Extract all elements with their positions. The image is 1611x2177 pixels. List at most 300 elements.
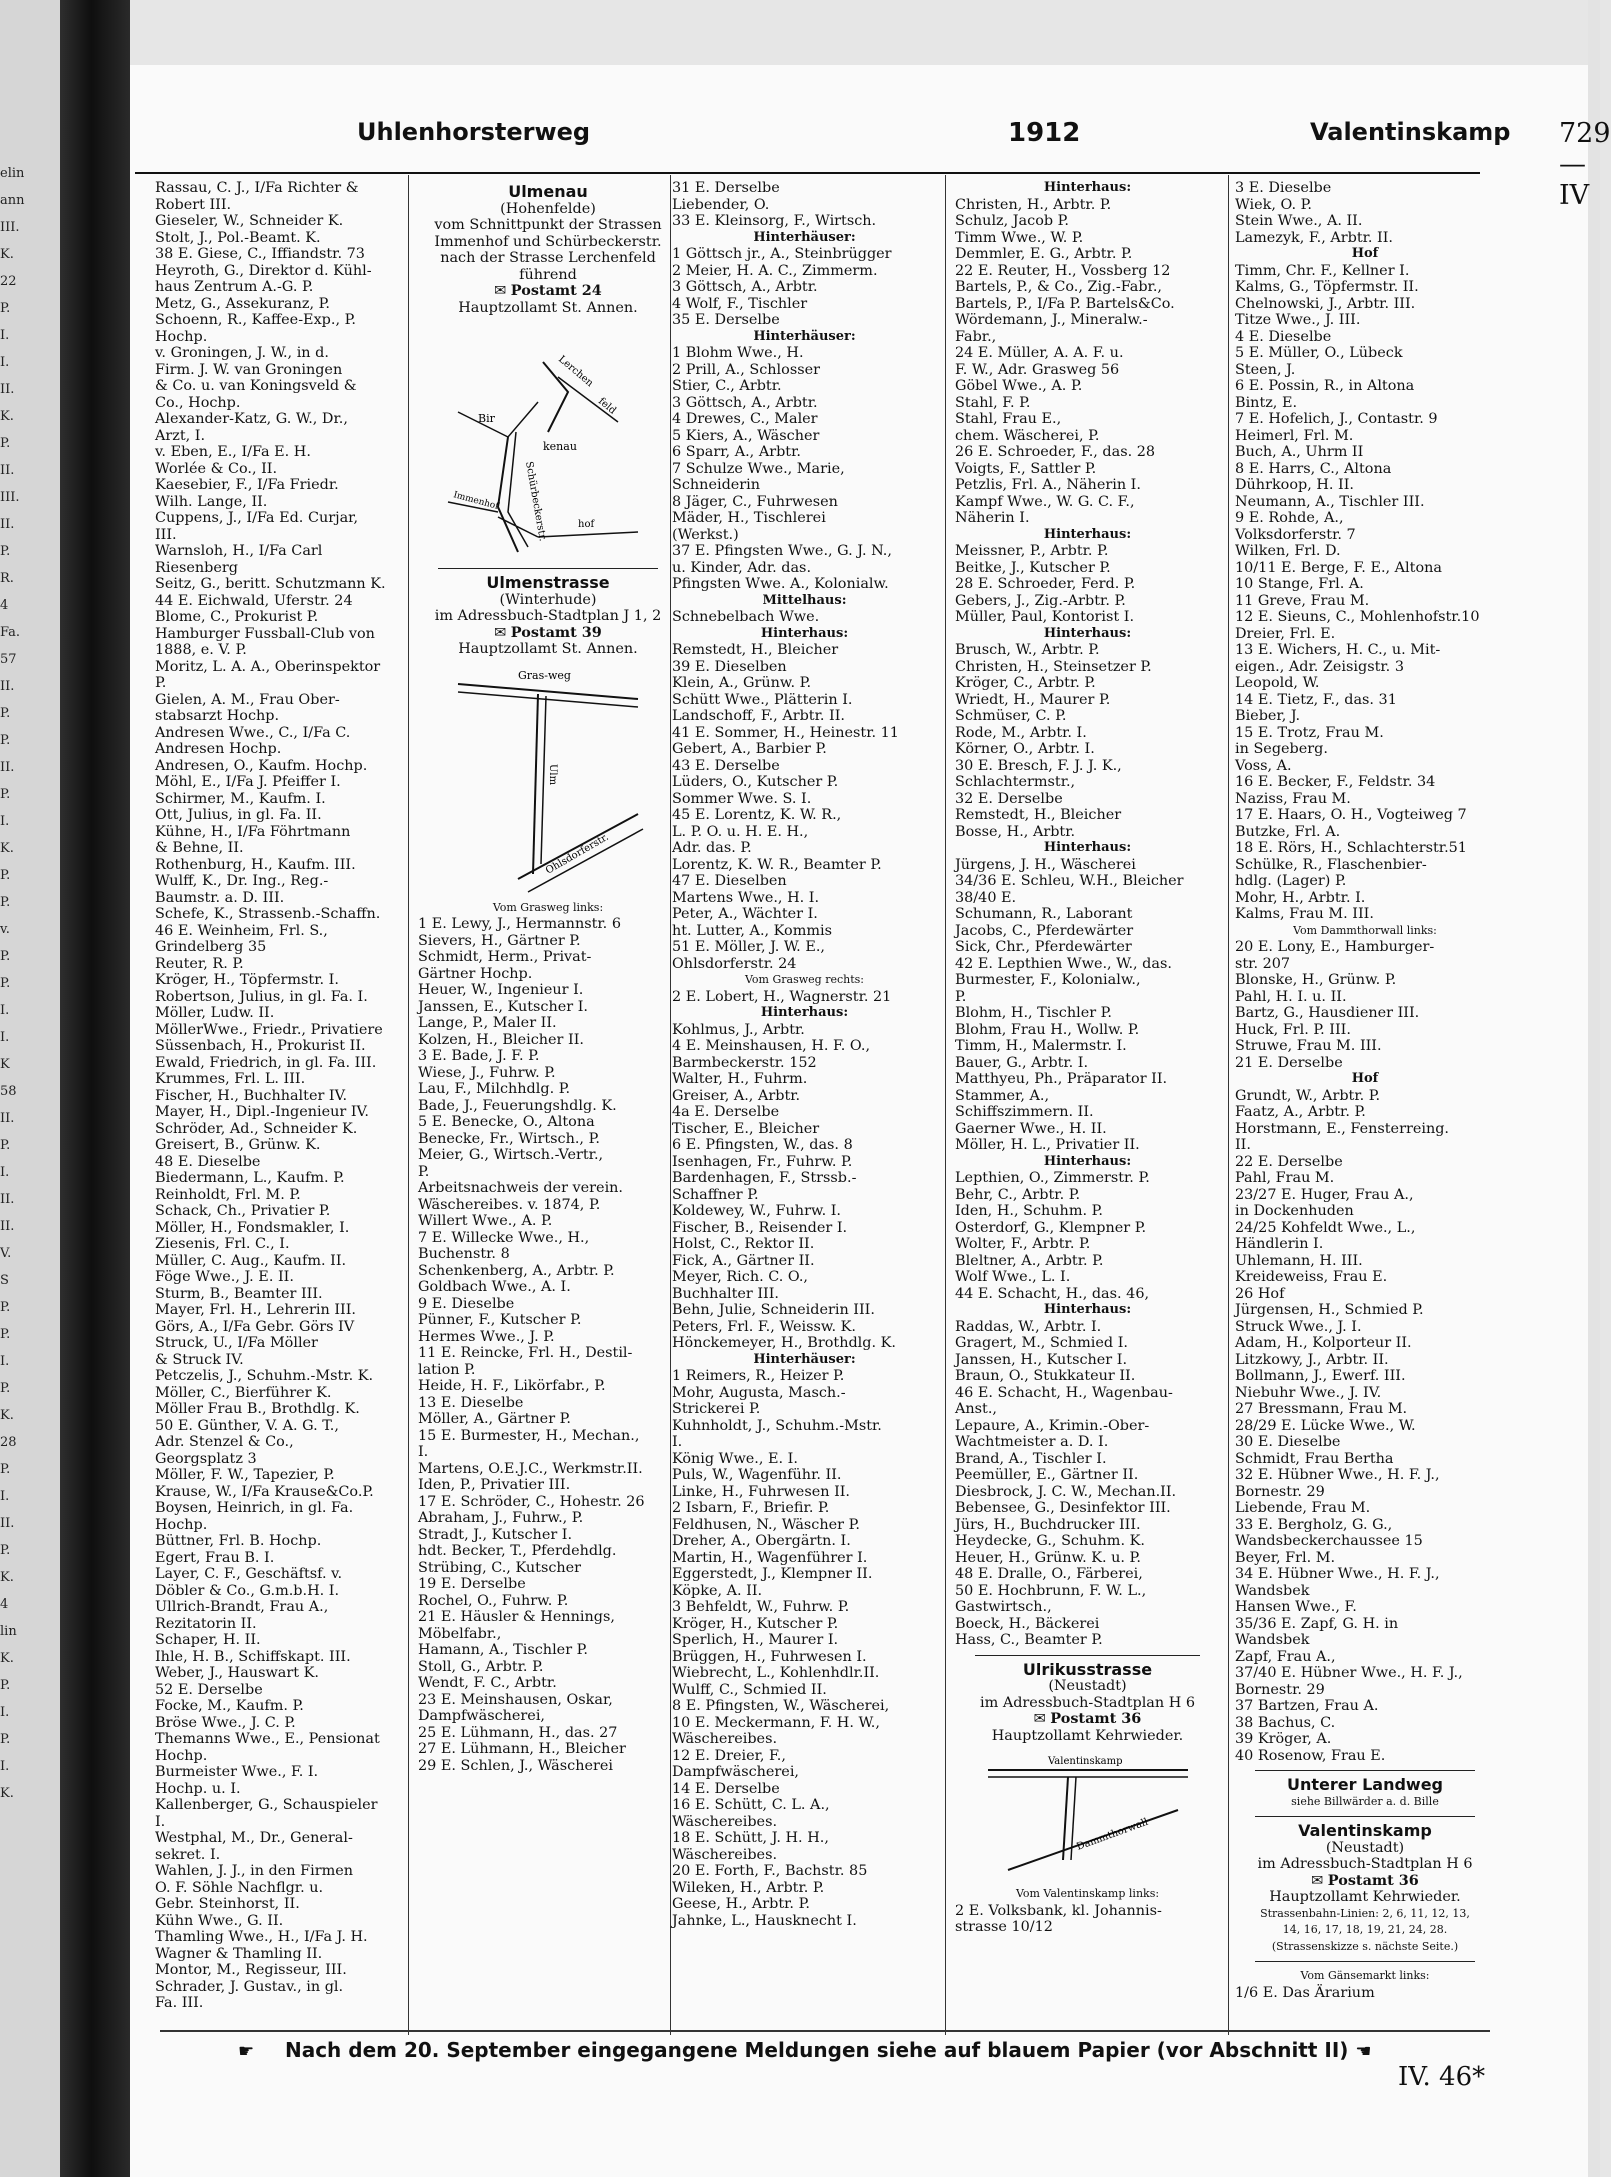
- entry: Bartels, P., & Co., Zig.-Fabr.,: [955, 279, 1162, 295]
- entry: II.: [0, 760, 15, 775]
- entry: Heuer, W., Ingenieur I.: [418, 982, 584, 998]
- entry: Möbelfabr.,: [418, 1625, 502, 1642]
- entry: P.: [0, 976, 11, 991]
- entry: Heyroth, G., Direktor d. Kühl-: [155, 262, 372, 279]
- entry: Gielen, A. M., Frau Ober-: [155, 691, 340, 708]
- map-label: Dammthorwall: [1074, 1816, 1150, 1853]
- entry: 23/27 E. Huger, Frau A.,: [1235, 1186, 1414, 1203]
- entry: Huck, Frl. P. III.: [1235, 1021, 1351, 1038]
- entry: I.: [0, 1354, 10, 1369]
- envelope-icon: ✉: [494, 283, 507, 299]
- entry: Möller, A., Gärtner P.: [418, 1411, 571, 1427]
- postamt: ✉ Postamt 24: [494, 282, 602, 299]
- entry: Wäschereibes.: [672, 1813, 778, 1830]
- entry: I.: [0, 1489, 10, 1504]
- entry: 46 E. Weinheim, Frl. S.,: [155, 922, 328, 939]
- pointing-hand-icon: ☛: [238, 2041, 255, 2062]
- zollamt: Hauptzollamt St. Annen.: [458, 641, 638, 657]
- entry: Osterdorf, G., Klempner P.: [955, 1219, 1147, 1236]
- entry: Wördemann, J., Mineralw.-: [955, 312, 1148, 328]
- entry: 8 Jäger, C., Fuhrwesen: [672, 493, 838, 510]
- entry: Alexander-Katz, G. W., Dr.,: [155, 411, 348, 427]
- entry: 4: [0, 1597, 9, 1612]
- entry: Wriedt, H., Maurer P.: [955, 691, 1111, 708]
- entry: Bornestr. 29: [1235, 1483, 1325, 1500]
- entry: Stradt, J., Kutscher I.: [418, 1526, 573, 1543]
- entry: Kuhnholdt, J., Schuhm.-Mstr.: [672, 1417, 882, 1434]
- entry: Kröger, C., Arbtr. P.: [955, 675, 1096, 691]
- entry: P.: [0, 1381, 11, 1396]
- entry: Lamezyk, F., Arbtr. II.: [1235, 229, 1393, 246]
- entry: 30 E. Bresch, F. J. J. K.,: [955, 757, 1122, 774]
- entry: Dreher, A., Obergärtn. I.: [672, 1533, 851, 1549]
- entry: Ihle, H. B., Schiffskapt. III.: [155, 1648, 351, 1665]
- entry: Pünner, F., Kutscher P.: [418, 1312, 582, 1328]
- entry: Hamburger Fussball-Club von: [155, 625, 375, 642]
- entry: II.: [0, 1219, 15, 1234]
- map-label: Bir: [478, 412, 495, 425]
- entry: Lepaure, A., Krimin.-Ober-: [955, 1417, 1150, 1434]
- entry: Peters, Frl. F., Weissw. K.: [672, 1318, 856, 1335]
- entry: 40 Rosenow, Frau E.: [1235, 1747, 1386, 1764]
- column-1-entries: [155, 180, 405, 2040]
- entry: 14 E. Tietz, F., das. 31: [1235, 691, 1397, 708]
- entry: Schumann, R., Laborant: [955, 906, 1133, 922]
- street-title-ulmenstrasse: Ulmenstrasse: [486, 573, 610, 592]
- direction-note: Vom Valentinskamp links:: [1015, 1887, 1160, 1900]
- entry: 2 E. Volksbank, kl. Johannis-: [955, 1902, 1162, 1919]
- entry: Mayer, H., Dipl.-Ingenieur IV.: [155, 1104, 369, 1120]
- entry: Wulff, K., Dr. Ing., Reg.-: [155, 873, 329, 889]
- entry: 25 E. Lühmann, H., das. 27: [418, 1724, 618, 1741]
- entry: Beyer, Frl. M.: [1235, 1549, 1336, 1566]
- map-label: Valentinskamp: [1047, 1756, 1123, 1767]
- entry: 2 Isbarn, F., Briefir. P.: [672, 1500, 830, 1516]
- entry: Schmüser, C. P.: [955, 708, 1067, 724]
- entry: Schack, Ch., Privatier P.: [155, 1203, 331, 1219]
- entry: Schülke, R., Flaschenbier-: [1235, 856, 1427, 873]
- district: (Neustadt): [1048, 1678, 1127, 1694]
- street-desc: im Adressbuch-Stadtplan J 1, 2: [434, 608, 662, 624]
- entry: 10 E. Meckermann, F. H. W.,: [672, 1714, 880, 1731]
- entry: Greiser, A., Arbtr.: [672, 1087, 801, 1104]
- entry: 20 E. Lony, E., Hamburger-: [1235, 939, 1435, 955]
- entry: 48 E. Dieselbe: [155, 1153, 261, 1170]
- entry: Süssenbach, H., Prokurist II.: [155, 1038, 366, 1054]
- entry: König Wwe., E. I.: [672, 1450, 798, 1467]
- entry: P.: [0, 949, 11, 964]
- entry: Kühne, H., I/Fa Föhrtmann: [155, 823, 351, 840]
- entry: Robertson, Julius, in gl. Fa. I.: [155, 988, 368, 1005]
- entry: 6 E. Pfingsten, W., das. 8: [672, 1137, 853, 1153]
- entry: S: [0, 1273, 9, 1288]
- entry: 32 E. Hübner Wwe., H. F. J.,: [1235, 1467, 1440, 1483]
- entry: Göbel Wwe., A. P.: [955, 378, 1083, 394]
- entry: 28: [0, 1435, 17, 1450]
- entry: Hof: [1351, 1071, 1379, 1086]
- entry: Seitz, G., beritt. Schutzmann K.: [155, 576, 386, 592]
- entry: 8 E. Harrs, C., Altona: [1235, 460, 1392, 477]
- entry: 4: [0, 598, 9, 613]
- entry: Mohr, Augusta, Masch.-: [672, 1384, 846, 1401]
- entry: Wilh. Lange, II.: [155, 493, 268, 510]
- column-4: [955, 180, 1220, 2040]
- entry: Bauer, G., Arbtr. I.: [955, 1054, 1089, 1071]
- entry: Schefe, K., Strassenb.-Schaffn.: [155, 906, 381, 922]
- entry: Ohlsdorferstr. 24: [672, 955, 797, 972]
- entry: Arbeitsnachweis der verein.: [418, 1180, 624, 1196]
- page-sheet-number: IV. 46*: [1398, 2062, 1486, 2092]
- entry: P.: [0, 1543, 11, 1558]
- column-rule: [1228, 175, 1229, 2035]
- entry: Bintz, E.: [1235, 394, 1298, 411]
- entry: 2 Prill, A., Schlosser: [672, 361, 820, 378]
- entry: K.: [0, 1651, 14, 1666]
- entry: Petzlis, Frl. A., Näherin I.: [955, 477, 1141, 493]
- entry: Schulz, Jacob P.: [955, 213, 1069, 229]
- entry: Kohlmus, J., Arbtr.: [672, 1021, 805, 1038]
- entry: 38 E. Giese, C., Iffiandstr. 73: [155, 246, 365, 262]
- entry: K: [0, 1057, 10, 1072]
- entry: Volksdorferstr. 7: [1235, 526, 1356, 543]
- street-desc: im Adressbuch-Stadtplan H 6: [1257, 1856, 1473, 1872]
- entry: Fick, A., Gärtner II.: [672, 1252, 815, 1269]
- entry: Mittelhaus:: [762, 592, 847, 608]
- entry: Föge Wwe., J. E. II.: [155, 1269, 294, 1285]
- entry: Iden, P., Privatier III.: [418, 1477, 571, 1493]
- envelope-icon: ✉: [1311, 1872, 1324, 1889]
- entry: Schröder, Ad., Schneider K.: [155, 1120, 358, 1137]
- entry: P.: [955, 988, 967, 1005]
- street-desc: vom Schnittpunkt der Strassen: [434, 217, 662, 233]
- entry: I.: [0, 355, 10, 370]
- entry: Möller, H., Fondsmakler, I.: [155, 1219, 350, 1236]
- entry: 4a E. Derselbe: [672, 1104, 780, 1120]
- entry: 4 Wolf, F., Tischler: [672, 295, 808, 312]
- entry: Behr, C., Arbtr. P.: [955, 1186, 1081, 1203]
- entry: Blonske, H., Grünw. P.: [1235, 972, 1397, 988]
- entry: Lau, F., Milchhdlg. P.: [418, 1081, 571, 1097]
- entry: Stein Wwe., A. II.: [1235, 213, 1363, 229]
- entry: Hinterhaus:: [760, 625, 849, 641]
- entry: 26 E. Schroeder, F., das. 28: [955, 444, 1156, 460]
- entry: Isenhagen, Fr., Fuhrw. P.: [672, 1153, 853, 1170]
- entry: Reinholdt, Frl. M. P.: [155, 1186, 301, 1203]
- entry: 47 E. Dieselben: [672, 873, 787, 889]
- entry: Themanns Wwe., E., Pensionat: [155, 1731, 380, 1747]
- entry: Hansen Wwe., F.: [1235, 1599, 1357, 1615]
- entry: sekret. I.: [155, 1846, 221, 1863]
- tram-note: (Strassenskizze s. nächste Seite.): [1271, 1939, 1459, 1953]
- column-rule: [945, 175, 946, 2035]
- entry: Wagner & Thamling II.: [155, 1945, 323, 1962]
- street-map-ulmenstrasse: [438, 664, 658, 894]
- entry: 6 E. Possin, R., in Altona: [1235, 378, 1415, 394]
- entry: Pfingsten Wwe. A., Kolonialw.: [672, 576, 889, 592]
- entry: 51 E. Möller, J. W. E.,: [672, 939, 825, 955]
- entry: 58: [0, 1084, 17, 1099]
- map-label: kenau: [543, 440, 577, 453]
- pointing-hand-icon: ☚: [1355, 2041, 1372, 2062]
- entry: Voss, A.: [1235, 757, 1292, 774]
- entry: Gaerner Wwe., H. II.: [955, 1120, 1107, 1137]
- entry: K.: [0, 1786, 14, 1801]
- entry: Matthyeu, Ph., Präparator II.: [955, 1071, 1168, 1087]
- entry: 4 Drewes, C., Maler: [672, 411, 818, 427]
- entry: Weber, J., Hauswart K.: [155, 1665, 319, 1681]
- entry: Liebender, O.: [672, 196, 770, 213]
- entry: Wandsbek: [1235, 1632, 1310, 1648]
- entry: Mayer, Frl. H., Lehrerin III.: [155, 1302, 356, 1318]
- entry: Dührkoop, H. II.: [1235, 477, 1355, 493]
- entry: 5 E. Müller, O., Lübeck: [1235, 345, 1403, 361]
- entry: Christen, H., Steinsetzer P.: [955, 658, 1152, 675]
- entry: Kröger, H., Töpfermstr. I.: [155, 972, 339, 988]
- entry: Strübing, C., Kutscher: [418, 1559, 582, 1576]
- entry: Martin, H., Wagenführer I.: [672, 1549, 868, 1566]
- entry: Fischer, B., Reisender I.: [672, 1219, 848, 1236]
- entry: Bosse, H., Arbtr.: [955, 823, 1076, 840]
- entry: Rothenburg, H., Kaufm. III.: [155, 856, 356, 873]
- entry: Dreier, Frl. E.: [1235, 625, 1336, 642]
- entry: Wiese, J., Fuhrw. P.: [418, 1064, 556, 1081]
- entry: Möller, C., Bierführer K.: [155, 1384, 332, 1401]
- entry: 35/36 E. Zapf, G. H. in: [1235, 1615, 1399, 1632]
- left-page-fragment: [0, 0, 60, 2177]
- entry: Georgsplatz 3: [155, 1450, 257, 1467]
- entry: 46 E. Schacht, H., Wagenbau-: [955, 1384, 1173, 1401]
- entry: Geese, H., Arbtr. P.: [672, 1896, 810, 1912]
- entry: ann: [0, 193, 25, 208]
- entry: I.: [0, 1030, 10, 1045]
- separator: [1255, 1770, 1475, 1771]
- entry: Schmidt, Herm., Privat-: [418, 949, 592, 965]
- entry: 21 E. Derselbe: [1235, 1054, 1343, 1071]
- map-label: Lerchen: [556, 353, 596, 390]
- entry: Meier, G., Wirtsch.-Vertr.,: [418, 1147, 604, 1163]
- entry: 13 E. Dieselbe: [418, 1394, 524, 1411]
- entry: K.: [0, 1408, 14, 1423]
- entry: Stoll, G., Arbtr. P.: [418, 1658, 544, 1675]
- entry: Vom Dammthorwall links:: [1293, 923, 1437, 937]
- entry: Rassau, C. J., I/Fa Richter &: [155, 180, 359, 196]
- entry: Adam, H., Kolporteur II.: [1235, 1335, 1412, 1351]
- entry: Struwe, Frau M. III.: [1235, 1038, 1382, 1054]
- entry: Ott, Julius, in gl. Fa. II.: [155, 807, 322, 823]
- entry: Lorentz, K. W. R., Beamter P.: [672, 856, 882, 873]
- entry: Görs, A., I/Fa Gebr. Görs IV: [155, 1318, 355, 1335]
- entry: Kreideweiss, Frau E.: [1235, 1269, 1388, 1285]
- entry: Schneiderin: [672, 477, 761, 493]
- entry: v. Eben, E., I/Fa E. H.: [155, 444, 311, 460]
- entry: v. Groningen, J. W., in d.: [155, 345, 329, 361]
- header-left-street: Uhlenhorsterweg: [357, 118, 591, 146]
- entry: 21 E. Häusler & Hennings,: [418, 1609, 615, 1625]
- entry: Möller, F. W., Tapezier, P.: [155, 1467, 335, 1483]
- entry: III.: [155, 526, 177, 543]
- entry: 7 E. Hofelich, J., Contastr. 9: [1235, 411, 1438, 427]
- entry: II.: [0, 463, 15, 478]
- entry: 3 Göttsch, A., Arbtr.: [672, 394, 818, 411]
- entry: Schütt Wwe., Plätterin I.: [672, 691, 853, 708]
- street-desc: nach der Strasse Lerchenfeld: [440, 250, 656, 266]
- entry: Blohm, H., Tischler P.: [955, 1005, 1113, 1021]
- entry: Focke, M., Kaufm. P.: [155, 1698, 304, 1714]
- entry: Möller Frau B., Brothdlg. K.: [155, 1401, 360, 1417]
- entry: Butzke, Frl. A.: [1235, 823, 1341, 840]
- entry: eigen., Adr. Zeisigstr. 3: [1235, 658, 1404, 675]
- entry: 29 E. Schlen, J., Wäscherei: [418, 1757, 613, 1774]
- entry: Wachtmeister a. D. I.: [955, 1434, 1109, 1450]
- entry: Ewald, Friedrich, in gl. Fa. III.: [155, 1054, 377, 1071]
- entry: 12 E. Dreier, F.,: [672, 1747, 786, 1764]
- entry: Grundt, W., Arbtr. P.: [1235, 1087, 1381, 1104]
- entry: hdlg. (Lager) P.: [1235, 873, 1347, 889]
- entry: Buchenstr. 8: [418, 1246, 510, 1262]
- entry: Peter, A., Wächter I.: [672, 906, 818, 922]
- entry: Horstmann, E., Fensterreing.: [1235, 1120, 1449, 1137]
- entry: Braun, O., Stukkateur II.: [955, 1368, 1136, 1384]
- footer-rule: [160, 2030, 1490, 2032]
- entry: II.: [0, 1192, 15, 1207]
- entry: Hermes Wwe., J. P.: [418, 1328, 555, 1345]
- entry: 16 E. Becker, F., Feldstr. 34: [1235, 774, 1436, 790]
- tram-lines: 14, 16, 17, 18, 19, 21, 24, 28.: [1282, 1923, 1448, 1936]
- entry: Wäschereibes. v. 1874, P.: [418, 1196, 601, 1213]
- entry: Jürs, H., Buchdrucker III.: [955, 1516, 1141, 1533]
- entry: 3 E. Dieselbe: [1235, 180, 1332, 196]
- envelope-icon: ✉: [494, 624, 507, 641]
- entry: Jürgens, J. H., Wäscherei: [955, 856, 1136, 873]
- entry: Koldewey, W., Fuhrw. I.: [672, 1203, 841, 1219]
- entry: P.: [0, 733, 11, 748]
- entry: Boysen, Heinrich, in gl. Fa.: [155, 1500, 354, 1516]
- entry: P.: [0, 544, 11, 559]
- entry: Wäschereibes.: [672, 1846, 778, 1863]
- entry: I.: [0, 1759, 10, 1774]
- entry: 17 E. Schröder, C., Hohestr. 26: [418, 1493, 645, 1510]
- entry: Strickerei P.: [672, 1401, 761, 1417]
- entry: Litzkowy, J., Arbtr. II.: [1235, 1351, 1389, 1368]
- entry: Hinterhaus:: [1043, 625, 1132, 641]
- entry: Heuer, H., Grünw. K. u. P.: [955, 1549, 1141, 1566]
- entry: Puls, W., Wagenführ. II.: [672, 1467, 842, 1483]
- entry: Fa.: [0, 625, 21, 640]
- map-label: Gras-weg: [518, 668, 571, 682]
- entry: 43 E. Derselbe: [672, 757, 780, 774]
- entry: Hinterhäuser:: [753, 229, 856, 245]
- entry: Boeck, H., Bäckerei: [955, 1615, 1100, 1632]
- entry: & Co. u. van Koningsveld &: [155, 378, 357, 394]
- entry: P.: [0, 1138, 11, 1153]
- entry: Bade, J., Feuerungshdlg. K.: [418, 1097, 617, 1114]
- entry: Rezitatorin II.: [155, 1615, 257, 1632]
- entry: Buch, A., Uhrm II: [1235, 444, 1364, 460]
- entry: Greisert, B., Grünw. K.: [155, 1137, 321, 1153]
- entry: Martens, O.E.J.C., Werkmstr.II.: [418, 1460, 643, 1477]
- entry: Gragert, M., Schmied I.: [955, 1335, 1128, 1351]
- entry: P.: [0, 787, 11, 802]
- entry: 28/29 E. Lücke Wwe., W.: [1235, 1417, 1416, 1434]
- entry: Petczelis, J., Schuhm.-Mstr. K.: [155, 1368, 374, 1384]
- entry: Bartz, G., Hausdiener III.: [1235, 1005, 1420, 1021]
- street-desc: im Adressbuch-Stadtplan H 6: [980, 1694, 1195, 1711]
- entry: P.: [0, 868, 11, 883]
- entry: Robert III.: [155, 196, 232, 213]
- entry: K.: [0, 409, 14, 424]
- entry: Adr. Stenzel & Co.,: [155, 1434, 294, 1450]
- entry: lin: [0, 1624, 17, 1639]
- entry: Körner, O., Arbtr. I.: [955, 741, 1095, 757]
- entry: 18 E. Rörs, H., Schlachterstr.51: [1235, 840, 1467, 856]
- entry: Brand, A., Tischler I.: [955, 1450, 1107, 1467]
- entry: Mohr, H., Arbtr. I.: [1235, 889, 1366, 906]
- entry: K.: [0, 841, 14, 856]
- entry: 3 Göttsch, A., Arbtr.: [672, 279, 818, 295]
- entry: 3 Behfeldt, W., Fuhrw. P.: [672, 1599, 850, 1615]
- entry: Firm. J. W. van Groningen: [155, 361, 343, 378]
- entry: 5 Kiers, A., Wäscher: [672, 427, 820, 444]
- entry: Hinterhaus:: [760, 1005, 849, 1020]
- entry: Gebers, J., Zig.-Arbtr. P.: [955, 592, 1126, 609]
- entry: 14 E. Derselbe: [672, 1780, 780, 1797]
- entry: Linke, H., Fuhrwesen II.: [672, 1483, 851, 1500]
- footer-notice: [238, 2038, 1468, 2068]
- map-label: Schürbeckerstr.: [523, 460, 548, 543]
- entry: 1888, e. V. P.: [155, 642, 247, 658]
- entry: Meyer, Rich. C. O.,: [672, 1269, 809, 1285]
- entry: 48 E. Dralle, O., Färberei,: [955, 1566, 1143, 1582]
- entry: 22 E. Derselbe: [1235, 1153, 1343, 1170]
- entry: P.: [0, 1300, 11, 1315]
- entry: stabsarzt Hochp.: [155, 708, 280, 724]
- entry: Schaper, H. II.: [155, 1632, 261, 1648]
- entry: Fabr.,: [955, 328, 997, 345]
- zollamt: Hauptzollamt Kehrwieder.: [991, 1727, 1184, 1744]
- entry: Gebr. Steinhorst, II.: [155, 1896, 300, 1912]
- entry: II.: [0, 517, 15, 532]
- entry: Schrader, J. Gustav., in gl.: [155, 1978, 344, 1995]
- entry: Lüders, O., Kutscher P.: [672, 774, 839, 790]
- entry: Warnsloh, H., I/Fa Carl: [155, 543, 323, 559]
- entry: R.: [0, 571, 14, 586]
- map-label: Immenhof: [452, 490, 500, 512]
- entry: 2 E. Lobert, H., Wagnerstr. 21: [672, 988, 892, 1005]
- entry: Burmeister Wwe., F. I.: [155, 1764, 319, 1780]
- entry: Gieseler, W., Schneider K.: [155, 213, 344, 229]
- entry: Döbler & Co., G.m.b.H. I.: [155, 1582, 340, 1599]
- entry: Dampfwäscherei,: [672, 1764, 800, 1780]
- entry: Sturm, B., Beamter III.: [155, 1285, 323, 1302]
- entry: Hochp.: [155, 1747, 208, 1764]
- entry: Klein, A., Grünw. P.: [672, 675, 812, 691]
- map-label: hof: [578, 519, 595, 530]
- column-2-entries: [418, 916, 678, 1774]
- entry: 17 E. Haars, O. H., Vogteiweg 7: [1235, 807, 1467, 823]
- entry: Chelnowski, J., Arbtr. III.: [1235, 295, 1416, 312]
- entry: Wolter, F., Arbtr. P.: [955, 1236, 1091, 1252]
- entry: 19 E. Derselbe: [418, 1576, 526, 1592]
- entry: Dampfwäscherei,: [418, 1708, 546, 1724]
- entry: Riesenberg: [155, 559, 238, 576]
- entry: Feldhusen, N., Wäscher P.: [672, 1516, 860, 1533]
- entry: Hochp.: [155, 328, 208, 345]
- entry: 1 Reimers, R., Heizer P.: [672, 1368, 845, 1384]
- entry: III.: [0, 490, 20, 505]
- entry: Tischer, E., Bleicher: [672, 1120, 820, 1137]
- entry: Müller, Paul, Kontorist I.: [955, 609, 1135, 625]
- entry: Reuter, R. P.: [155, 955, 244, 972]
